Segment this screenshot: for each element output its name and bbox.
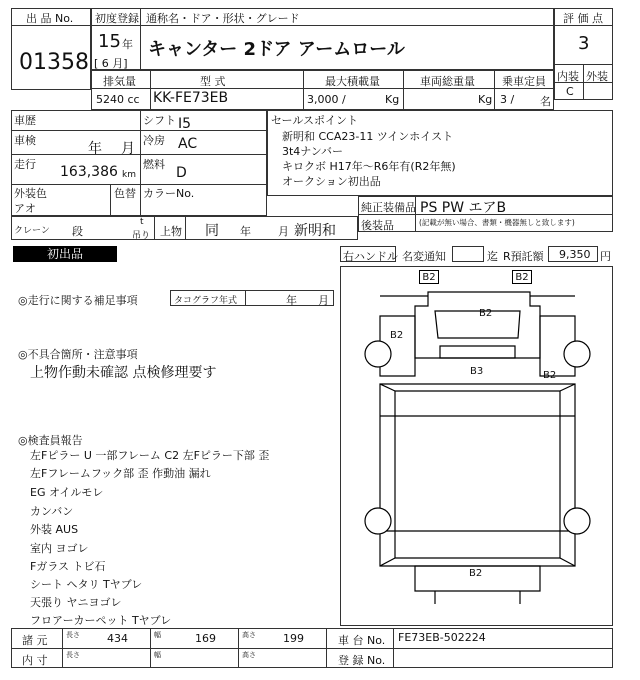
exterior-label: 外装 [586, 70, 608, 83]
first-reg-year-unit: 年 [122, 38, 133, 51]
exterior-color: アオ [14, 202, 36, 215]
divider [185, 216, 186, 240]
steering: 右ハンドル [343, 250, 398, 263]
fuel-label: 燃料 [143, 158, 165, 171]
ac-label: 冷房 [143, 134, 165, 147]
inspector-line: 左Fフレームフック部 歪 作動油 漏れ [30, 467, 211, 480]
first-reg-month: [ 6 月] [94, 57, 128, 70]
gross-weight-label: 車両総重量 [420, 75, 475, 88]
first-reg-label: 初度登録 [95, 12, 139, 25]
chassis-label: 車 台 No. [338, 634, 386, 647]
inspector-line: 外装 AUS [30, 523, 79, 536]
recycle-amount: 9,350 [559, 248, 591, 261]
shift-label: シフト [143, 114, 176, 127]
sales-point-line: オークション初出品 [282, 175, 381, 188]
damage-mark: B2 [479, 308, 493, 319]
model-label: 型 式 [200, 75, 226, 88]
length-label: 長さ [66, 631, 80, 639]
grade-value: 3 [578, 33, 590, 54]
inspector-line: 室内 ヨゴレ [30, 542, 89, 555]
in-height-label: 高さ [242, 651, 256, 659]
sales-point-line: 新明和 CCA23-11 ツインホイスト [282, 130, 454, 143]
exterior-color-label: 外装色 [14, 187, 47, 200]
inspector-line: Fガラス トビ石 [30, 560, 106, 573]
divider [140, 8, 141, 70]
defects-label: ◎不具合箇所・注意事項 [18, 348, 138, 361]
reg-label: 登 録 No. [338, 654, 386, 667]
ac-value: AC [178, 136, 198, 152]
inspection-year: 年 [88, 141, 102, 157]
displacement-label: 排気量 [103, 75, 136, 88]
in-width-label: 幅 [154, 651, 161, 659]
color-code-label: カラーNo. [143, 187, 195, 200]
height-label: 高さ [242, 631, 256, 639]
crane-ton-unit: t [140, 217, 144, 227]
crane-lift-unit: 吊り [132, 231, 151, 241]
divider [11, 184, 267, 185]
damage-mark: B2 [512, 270, 532, 284]
shift-value: I5 [178, 116, 192, 132]
interior-label: 内装 [557, 70, 579, 83]
lot-label: 出 品 No. [26, 12, 74, 25]
damage-mark: B2 [390, 330, 404, 341]
sales-point-label: セールスポイント [271, 114, 359, 127]
mileage: 163,386 [60, 164, 118, 180]
history-label: 車歴 [14, 114, 36, 127]
details-box [11, 110, 267, 216]
body-year-unit: 年 [240, 225, 251, 238]
damage-mark: B2 [419, 270, 439, 284]
divider [583, 64, 584, 100]
width-value: 169 [195, 632, 216, 645]
sales-point-line: キロクボ H17年～R6年有(R2年無) [282, 160, 456, 173]
car-name-label: 通称名・ドア・形状・グレード [146, 12, 300, 25]
divider [11, 154, 267, 155]
first-reg-year: 15 [98, 31, 121, 52]
mileage-label: 走行 [14, 158, 36, 171]
recycle-label: R預託額 [503, 250, 544, 263]
height-value: 199 [283, 632, 304, 645]
max-load: 3,000 / [307, 93, 346, 106]
gross-weight-unit: Kg [478, 93, 493, 106]
car-name: キャンター 2ドア アームロール [148, 39, 405, 60]
chassis-value: FE73EB-502224 [398, 631, 486, 644]
genuine-equipment: PS PW エアB [420, 200, 507, 216]
body-month-unit: 月 [278, 225, 289, 238]
mileage-unit: km [122, 170, 136, 180]
fuel-value: D [176, 165, 187, 181]
tacho-label: タコグラフ年式 [174, 296, 238, 306]
divider [11, 130, 267, 131]
inspector-line: 天張り ヤニヨゴレ [30, 596, 122, 609]
damage-mark: B2 [543, 370, 557, 381]
capacity: 3 / [500, 93, 515, 106]
max-load-unit: Kg [385, 93, 400, 106]
capacity-label: 乗車定員 [502, 75, 546, 88]
body-same: 同 [205, 223, 219, 239]
grade-label: 評 価 点 [563, 12, 603, 25]
inspector-line: シート ヘタリ Tヤブレ [30, 578, 143, 591]
divider [91, 88, 554, 89]
divider [245, 290, 246, 306]
name-change-label: 名変通知 [402, 250, 446, 263]
divider [140, 110, 141, 216]
inspection-label: 車検 [14, 134, 36, 147]
tax-label: 迄 [487, 250, 498, 263]
divider [150, 70, 151, 110]
model: KK-FE73EB [153, 90, 229, 106]
divider [326, 628, 327, 668]
first-listing-banner: 初出品 [13, 246, 117, 262]
capacity-unit: 名 [540, 95, 551, 108]
lot-number: 01358 [19, 50, 89, 75]
interior-dims-label: 内 寸 [22, 654, 48, 667]
inspector-line: 左Fピラー U 一部フレーム C2 左Fピラー下部 歪 [30, 449, 270, 462]
aftermarket-label: 後装品 [361, 219, 394, 232]
recycle-unit: 円 [600, 250, 611, 263]
body-label: 上物 [160, 225, 182, 238]
interior-grade: C [566, 85, 574, 98]
inspector-line: フロアーカーペット Tヤブレ [30, 614, 172, 627]
color-change-label: 色替 [114, 187, 136, 200]
divider [62, 628, 63, 668]
genuine-label: 純正装備品 [361, 201, 416, 214]
defects-line: 上物作動未確認 点検修理要す [30, 365, 217, 381]
inspector-line: EG オイルモレ [30, 486, 104, 499]
divider [303, 70, 304, 110]
aftermarket-note: (記載が無い場合、書類・機器無しと致します) [419, 218, 575, 227]
crane-label: クレーン [14, 226, 50, 236]
damage-mark: B2 [469, 568, 483, 579]
crane-stages-unit: 段 [72, 225, 83, 238]
dims-label: 諸 元 [22, 634, 48, 647]
name-change-box [452, 246, 484, 262]
width-label: 幅 [154, 631, 161, 639]
divider [154, 216, 155, 240]
divider [150, 628, 151, 668]
divider [494, 70, 495, 110]
divider [238, 628, 239, 668]
inspector-label: ◎検査員報告 [18, 434, 83, 447]
tacho-month: 月 [318, 294, 329, 307]
divider [403, 70, 404, 110]
running-notes-label: ◎走行に関する補足事項 [18, 294, 138, 307]
divider [393, 628, 394, 668]
sales-point-line: 3t4ナンバー [282, 145, 343, 158]
max-load-label: 最大積載量 [325, 75, 380, 88]
inspection-month: 月 [121, 141, 135, 157]
inspector-line: カンバン [30, 505, 74, 518]
in-length-label: 長さ [66, 651, 80, 659]
displacement: 5240 cc [96, 93, 140, 106]
body-maker: 新明和 [294, 223, 336, 239]
divider [110, 184, 111, 216]
tacho-year: 年 [286, 294, 297, 307]
length-value: 434 [107, 632, 128, 645]
damage-mark: B3 [470, 366, 484, 377]
divider [11, 648, 613, 649]
